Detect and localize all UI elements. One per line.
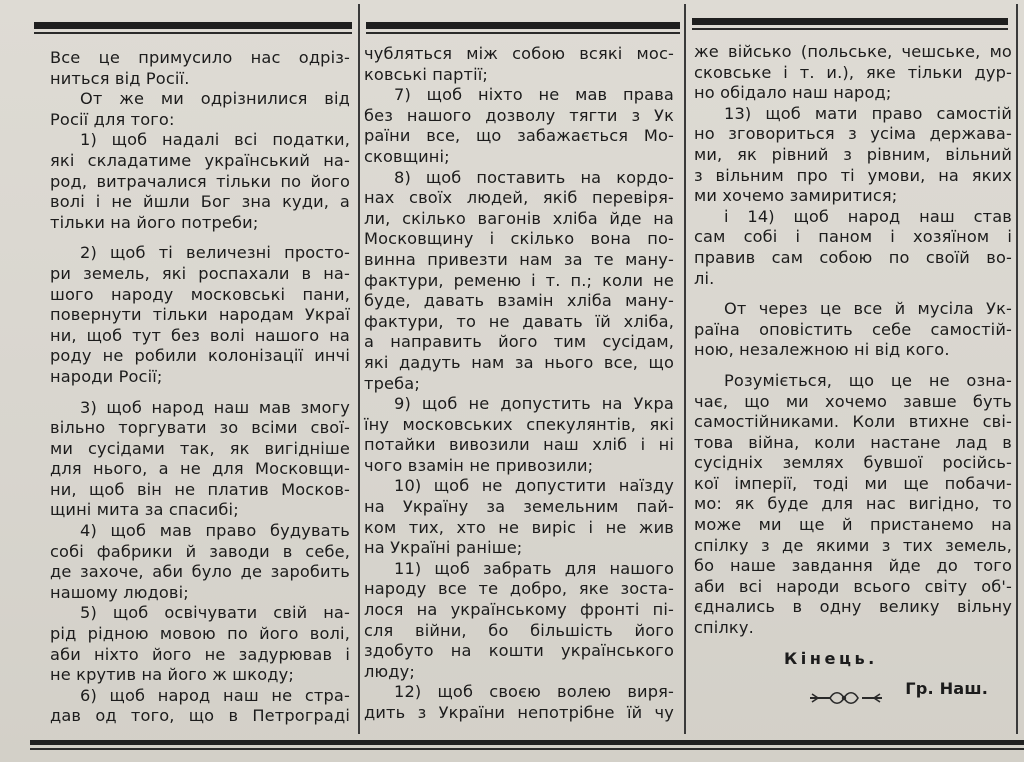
text-column-3 xyxy=(688,0,1018,740)
text-line: фактури, то не давать їй хліба, xyxy=(364,311,674,331)
text-line: ною, незалежною ні від кого. xyxy=(694,340,950,360)
text-line: аби всі народи всього світу об'- xyxy=(694,576,1012,596)
text-line: 6) щоб народ наш не стра- xyxy=(80,685,350,705)
text-line: ли, скілько вагонів хліба йде на xyxy=(364,208,674,228)
text-line: вільно торгувати зо всіми свої- xyxy=(50,418,350,438)
text-line: ковські партії; xyxy=(364,64,488,84)
column-divider xyxy=(684,4,686,734)
text-line: народи Росії; xyxy=(50,366,163,386)
text-line: треба; xyxy=(364,373,420,393)
text-line: здобуто на кошти українського xyxy=(364,641,674,661)
text-line: Кінець. xyxy=(784,648,878,668)
text-line: 1) щоб надалі всі податки, xyxy=(80,130,350,150)
header-rule xyxy=(34,22,352,29)
text-line: на Україну за земельним пай- xyxy=(364,497,674,517)
text-line: 11) щоб забрать для нашого xyxy=(394,558,674,578)
text-line: народу все те добро, яке зоста- xyxy=(364,579,674,599)
header-rule xyxy=(692,18,1008,25)
text-line: 4) щоб мав право будувать xyxy=(80,521,350,541)
text-line: кої імперії, тоді ми ще побачи- xyxy=(694,473,1012,493)
text-line: ниться від Росії. xyxy=(50,68,190,88)
text-line: род, витрачалися тільки по його xyxy=(50,171,350,191)
text-line: чубляться між собою всякі мос- xyxy=(364,44,674,63)
text-line: з вільним про ті умови, на яких xyxy=(694,165,1012,185)
text-line: спілку з де якими з тих земель, xyxy=(694,535,1012,555)
text-line: Розуміється, що це не озна- xyxy=(724,370,1012,390)
text-line: не крутив на його ж шкоду; xyxy=(50,665,294,685)
text-line: ми, як рівний з рівним, вільний xyxy=(694,144,1012,164)
text-line: правив сам собою по своїй во- xyxy=(694,247,1012,267)
text-line: ни, щоб він не платив Москов- xyxy=(50,479,350,499)
ornament-flourish-icon xyxy=(808,688,884,708)
text-line: Гр. Наш. xyxy=(905,679,988,699)
text-line: єднались в одну велику вільну xyxy=(694,597,1012,617)
text-line: сковське і т. и.), яке тільки дур- xyxy=(694,62,1012,82)
text-line: чого взамін не привозили; xyxy=(364,455,594,475)
text-line: які складатиме український на- xyxy=(50,150,350,170)
text-line: сковщині; xyxy=(364,146,450,166)
text-line: і 14) щоб народ наш став xyxy=(724,206,1012,226)
text-line: ком тих, хто не виріс і не жив xyxy=(364,517,674,537)
text-line: 10) щоб не допустити наїзду xyxy=(394,476,674,496)
text-line: нах своїх людей, якіб перевіря- xyxy=(364,188,674,208)
text-line: фактури, ременю і т. п.; коли не xyxy=(364,270,674,290)
text-line: 13) щоб мати право самостій xyxy=(724,103,1012,123)
text-line: 7) щоб ніхто не мав права xyxy=(394,85,674,105)
text-line: потайки вивозили наш хліб і ні xyxy=(364,435,674,455)
text-line: аби ніхто його не задурював і xyxy=(50,644,350,664)
text-line: волі і не йшли Бог зна куди, а xyxy=(50,192,350,212)
text-line: 8) щоб поставить на кордо- xyxy=(394,167,674,187)
text-line: буде, давать взамін хліба ману- xyxy=(364,291,674,311)
text-line: дав од того, що в Петрограді xyxy=(50,706,350,726)
text-line: ми хочемо замиритися; xyxy=(694,186,898,206)
text-line: мо: як буде для нас вигідно, то xyxy=(694,494,1012,514)
text-line: 3) щоб народ наш мав змогу xyxy=(80,397,350,417)
text-line: ми сусідами так, як вигідніше xyxy=(50,438,350,458)
footer-rule xyxy=(30,740,1024,745)
text-line: 2) щоб ті величезні просто- xyxy=(80,243,350,263)
text-line: сам собі і паном і хозяїном і xyxy=(694,227,1012,247)
text-line: но зговориться з усіма держава- xyxy=(694,124,1012,144)
text-line: бо наше завдання йде до того xyxy=(694,556,1012,576)
text-line: винна привезти нам за те ману- xyxy=(364,249,674,269)
text-line: раїни все, що забажається Мо- xyxy=(364,126,674,146)
text-line: сусідніх землях бувшої російсь- xyxy=(694,453,1012,473)
text-line: лося на українському фронті пі- xyxy=(364,600,674,620)
text-line: Все це примусило нас одріз- xyxy=(50,48,350,67)
text-line: От же ми одрізнилися від xyxy=(80,89,350,109)
column-text xyxy=(688,42,1018,700)
text-line: їну московських спекулянтів, які xyxy=(364,414,674,434)
text-line: тільки на його потреби; xyxy=(50,212,259,232)
text-line: това війна, коли настане лад в xyxy=(694,432,1012,452)
text-line: дить з України непотрібне їй чу xyxy=(364,703,674,722)
text-line: ри земель, які роспахали в на- xyxy=(50,263,350,283)
text-line: 5) щоб освічувати свій на- xyxy=(80,603,350,623)
text-line: чає, що ми хочемо завше буть xyxy=(694,391,1012,411)
text-line: щині мита за спасибі; xyxy=(50,500,239,520)
header-rule xyxy=(366,22,680,29)
text-line: де захоче, аби було де заробить xyxy=(50,562,350,582)
column-text xyxy=(362,44,682,724)
text-line: на Україні раніше; xyxy=(364,538,523,558)
text-line: шого народу московські пани, xyxy=(50,284,350,304)
text-column-2 xyxy=(362,0,682,740)
text-line: які дадуть нам за нього все, що xyxy=(364,352,674,372)
text-line: собі фабрики й заводи в себе, xyxy=(50,541,350,561)
text-line: рід рідною мовою по його волі, xyxy=(50,624,350,644)
text-line: повернути тільки народам Украї xyxy=(50,305,350,325)
text-line: раїна оповістить себе самостій- xyxy=(694,319,1012,339)
text-line: 9) щоб не допустить на Укра xyxy=(394,394,674,414)
text-line: нашому людові; xyxy=(50,582,189,602)
text-column-1 xyxy=(30,0,356,740)
footer-rule xyxy=(30,748,1024,750)
text-line: Московщину і скілько вона по- xyxy=(364,229,674,249)
text-line: спілку. xyxy=(694,618,754,638)
text-line: но обідало наш народ; xyxy=(694,83,892,103)
text-line: ни, щоб тут без волі нашого на xyxy=(50,325,350,345)
text-line: Росії для того: xyxy=(50,109,175,129)
text-line: роду не робили колонізації инчі xyxy=(50,346,350,366)
text-line: самостійниками. Коли втихне сві- xyxy=(694,412,1012,432)
column-divider xyxy=(358,4,360,734)
text-line: для нього, а не для Московщи- xyxy=(50,459,350,479)
text-line: же військо (польське, чешське, мо xyxy=(694,42,1012,61)
text-line: без нашого дозволу тягти з Ук xyxy=(364,105,674,125)
text-line: може ми ще й пристанемо на xyxy=(694,515,1012,535)
column-text xyxy=(30,48,356,727)
text-line: лі. xyxy=(694,268,715,288)
text-line: а направить його тим сусідам, xyxy=(364,332,674,352)
text-line: 12) щоб своєю волею виря- xyxy=(394,682,674,702)
text-line: люду; xyxy=(364,661,415,681)
text-line: От через це все й мусіла Ук- xyxy=(724,299,1012,319)
text-line: сля війни, бо більшість його xyxy=(364,620,674,640)
